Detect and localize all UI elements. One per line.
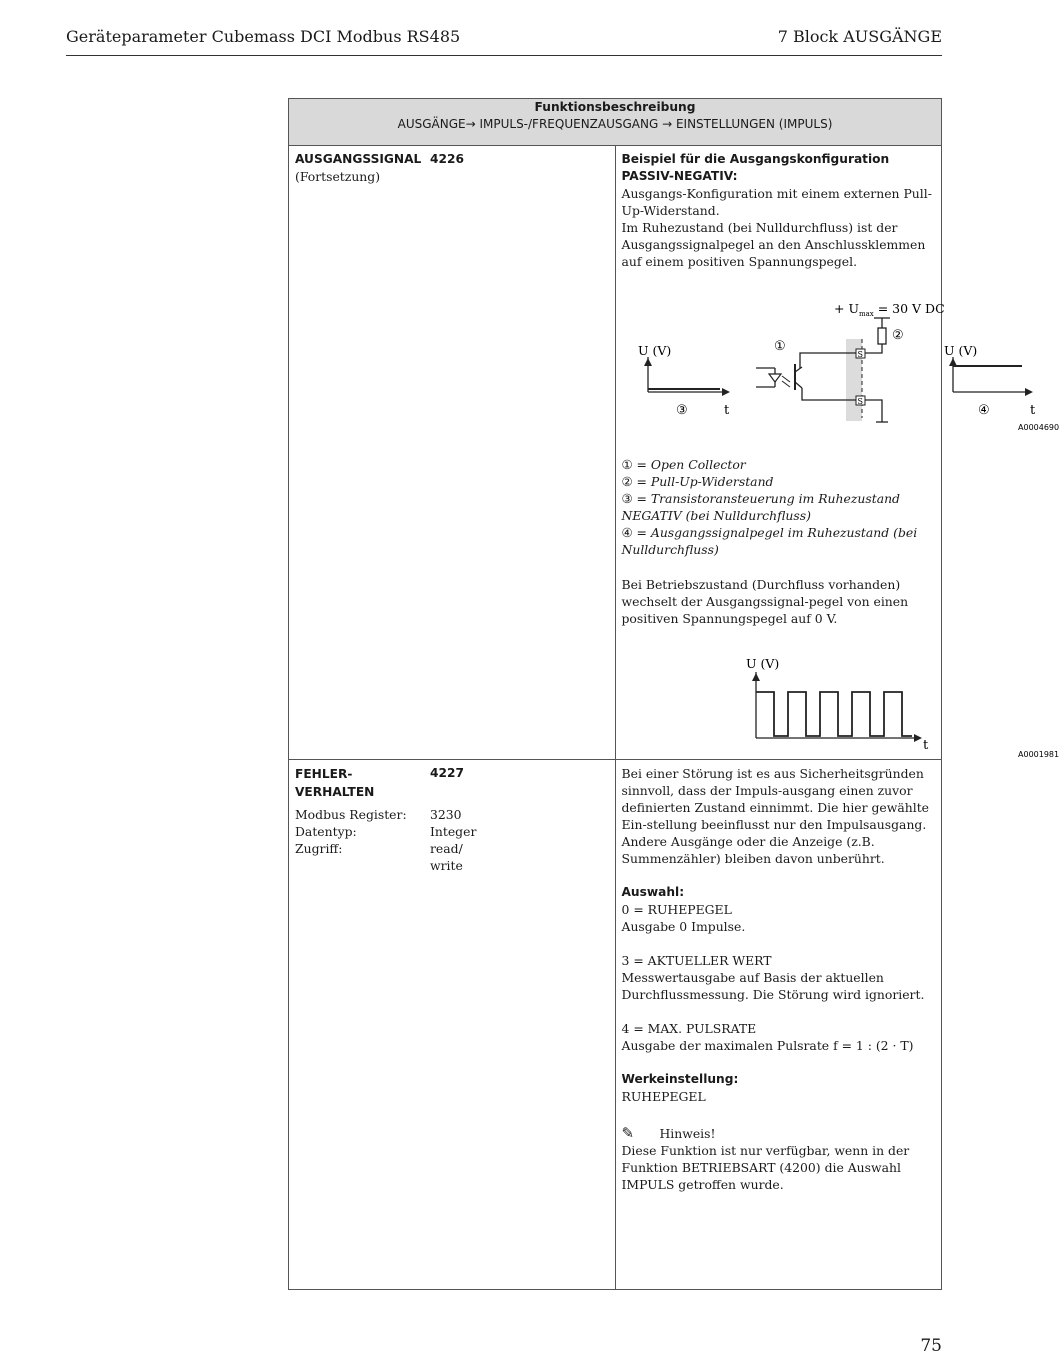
led-ray-2 [782,381,790,387]
datatype-value: Integer [430,824,477,839]
right-t-label: t [1029,403,1035,418]
header-chapter: 7 Block AUSGÄNGE [777,27,942,46]
access-value: read/ write [430,841,463,873]
pulse-signal [756,692,912,736]
pencil-icon: ✎ [621,1124,635,1142]
led-diode [769,374,781,382]
row-ausgangssignal-right [615,146,1059,760]
hint-text: Diese Funktion ist nur verfügbar, wenn in der Funktion BETRIEBSART (4200) die Auswahl IMPULS getroffen wurde. [621,1143,910,1192]
left-y-arrow [644,358,652,366]
legend [622,456,936,558]
marker-3: ③ [675,403,688,418]
marker-1: ① [773,339,786,354]
resistor-wire [865,344,882,353]
function-name: AUSGANGSSIGNAL [295,152,422,166]
modbus-register-value: 3230 [430,807,462,822]
function-number: 4227 [430,766,464,780]
terminal-bottom-glyph: S [857,397,863,406]
right-x-arrow [1025,388,1033,396]
option-desc: Ausgabe 0 Impulse. [621,919,746,934]
hint-heading [622,1125,936,1142]
transistor-collector [795,367,802,372]
table-title: Funktionsbeschreibung [534,100,696,114]
left-x-arrow [722,388,730,396]
function-number: 4226 [430,152,464,166]
marker-2: ② [891,328,904,343]
pulse-t-label: t [922,738,928,753]
function-subtitle: (Fortsetzung) [295,169,381,184]
pulse-y-arrow [752,673,760,681]
transistor-emitter [795,382,802,388]
table-header [289,99,942,146]
legend-item: ① = Open Collector [621,457,746,472]
ground-wire [865,400,882,422]
pulse-figure [622,647,1060,759]
error-intro: Bei einer Störung ist es aus Sicherheitsgründen sinnvoll, dass der Impuls-ausgang einen zuvor definierten Zustand einnimmt. Die hier gewählte Ein-stellung beeinflusst nur den Impulsausgang. Andere Ausgänge oder die Anzeige (z.B. Summenzähler) bleiben davon unberührt. [621,766,930,866]
row-ausgangssignal-left [289,146,616,760]
werk-label: Werkeinstellung: [621,1072,739,1086]
pulse-axis-label: U (V) [745,656,779,671]
datatype-label: Datentyp: [295,824,357,839]
option-title: 3 = AKTUELLER WERT [621,953,772,968]
header-divider [66,55,942,56]
option-title: 0 = RUHEPEGEL [621,902,732,917]
example-heading: Beispiel für die Ausgangskonfiguration PASSIV-NEGATIV: [621,152,890,183]
terminal-top-glyph: S [857,350,863,359]
header-title: Geräteparameter Cubemass DCI Modbus RS485 [66,27,461,46]
pulse-x-arrow [914,734,922,742]
figure-code-1: A0004690 [1017,423,1059,432]
pullup-resistor [878,328,886,344]
legend-item: ④ = Ausgangssignalpegel im Ruhezustand (bei Nulldurchfluss) [621,525,918,557]
circuit-figure [622,292,1060,460]
figure-code-2: A0001981 [1017,750,1059,759]
umax-label: + $U_{max} = 30$ V DC [833,301,945,318]
option-title: 4 = MAX. PULSRATE [621,1021,757,1036]
right-axis-label: U (V) [943,343,977,358]
example-text-2: Im Ruhezustand (bei Nulldurchfluss) ist der Ausgangssignalpegel an den Anschlussklemmen auf einem positiven Spannungspegel. [621,220,926,269]
option-desc: Messwertausgabe auf Basis der aktuellen Durchflussmessung. Die Störung wird ignoriert. [621,970,925,1002]
auswahl-label: Auswahl: [621,885,685,899]
hint-label: Hinweis! [659,1126,716,1141]
modbus-register-label: Modbus Register: [295,807,407,822]
example-text-1: Ausgangs-Konfiguration mit einem externen Pull-Up-Widerstand. [621,186,932,218]
row-fehlerverhalten-right [615,760,942,1290]
function-name: FEHLER-VERHALTEN [295,767,375,799]
operation-text: Bei Betriebszustand (Durchfluss vorhanden) wechselt der Ausgangssignal-pegel von einen positiven Spannungspegel auf 0 V. [621,577,909,626]
led-ray-1 [782,376,790,382]
page-number: 75 [920,1336,942,1356]
option-desc: Ausgabe der maximalen Pulsrate f = 1 : (2 · T) [621,1038,914,1053]
table-path: AUSGÄNGE→ IMPULS-/FREQUENZAUSGANG → EINSTELLUNGEN (IMPULS) [397,117,833,131]
row-fehlerverhalten-left [289,760,616,1290]
werk-value: RUHEPEGEL [621,1089,706,1104]
right-y-arrow [949,358,957,366]
access-label: Zugriff: [295,841,343,856]
legend-item: ② = Pull-Up-Widerstand [621,474,774,489]
function-table [288,98,1059,1290]
left-axis-label: U (V) [637,343,671,358]
marker-4: ④ [977,403,990,418]
left-t-label: t [723,403,729,418]
legend-item: ③ = Transistoransteuerung im Ruhezustand NEGATIV (bei Nulldurchfluss) [621,491,900,523]
